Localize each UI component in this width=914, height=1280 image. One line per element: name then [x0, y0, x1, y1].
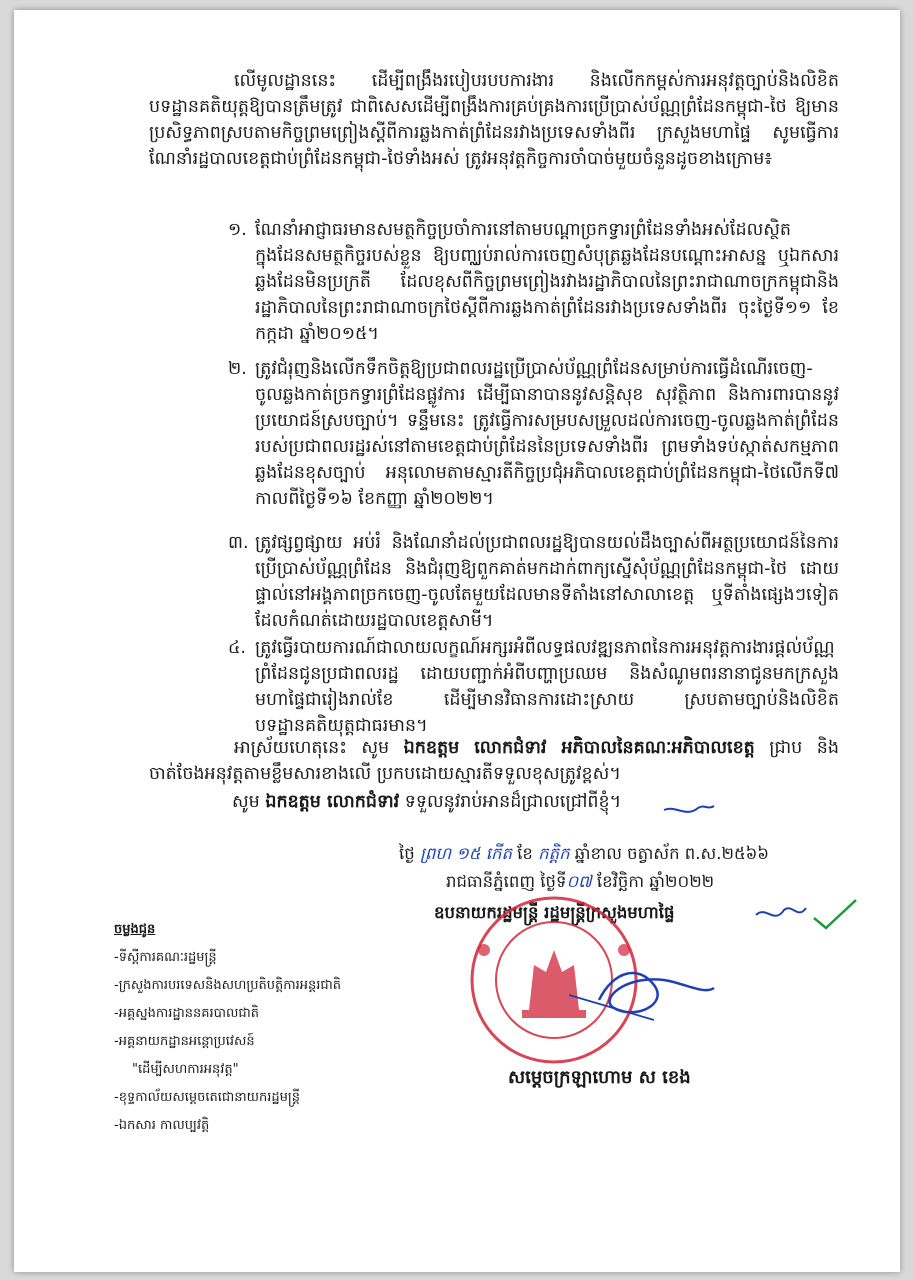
- recipient-item: -ក្រសួងការបរទេសនិងសហប្រតិបត្តិការអន្តរជាតិ: [114, 978, 341, 993]
- green-check-mark: [814, 900, 856, 928]
- item-1-number: ១.: [228, 220, 247, 240]
- recipient-item: -ឯកសារ កាលប្បវត្តិ: [114, 1118, 210, 1133]
- recipient-note: "ដើម្បីសហការអនុវត្ត": [132, 1062, 239, 1077]
- recipient-heading: ចម្លងជូន: [114, 922, 156, 937]
- document-page: [14, 10, 900, 1272]
- respect-lead: សូម: [232, 792, 266, 812]
- recipient-list: [114, 916, 414, 1140]
- item-3-text: ត្រូវផ្សព្វផ្សាយ អប់រំ និងណែនាំដល់ប្រជាពលរដ្ឋឱ្យបានយល់ដឹងច្បាស់ពីអត្ថប្រយោជន៍នៃការប្រើប្រាស់ប័ណ្ណព្រំដែន និងជំរុញឱ្យពួកគាត់មកដាក់ពាក្យស្នើសុំប័ណ្ណព្រំដែនកម្ពុជា-ថៃ ដោយផ្ទាល់នៅអង្គភាពច្រកចេញ-ចូលតែមួយដែលមានទីតាំងនៅសាលាខេត្ត ឬទីតាំងផ្សេងៗទៀត ដែលកំណត់ដោយរដ្ឋបាលខេត្តសាមី។: [255, 533, 839, 631]
- lunar-date-prefix: ថ្ងៃ: [399, 844, 420, 863]
- intro-paragraph: លើមូលដ្ឋាននេះ ដើម្បីពង្រឹងរបៀបរបបការងារ និងលើកកម្ពស់ការអនុវត្តច្បាប់និងលិខិតបទដ្ឋានគតិយុត្តឱ្យបានត្រឹមត្រូវ ជាពិសេសដើម្បីពង្រឹងការគ្រប់គ្រងការប្រើប្រាស់ប័ណ្ណព្រំដែនកម្ពុជា-ថៃ ឱ្យមានប្រសិទ្ធភាពស្របតាមកិច្ចព្រមព្រៀងស្ដីពីការឆ្លងកាត់ព្រំដែនរវាងប្រទេសទាំងពីរ ក្រសួងមហាផ្ទៃ សូមធ្វើការណែនាំរដ្ឋបាលខេត្តជាប់ព្រំដែនកម្ពុជា-ថៃទាំងអស់ ត្រូវអនុវត្តកិច្ចការចាំបាច់មួយចំនួនដូចខាងក្រោម៖: [149, 71, 839, 169]
- lunar-month-handwritten: កត្ដិក: [538, 844, 570, 863]
- signature-stroke: [599, 973, 714, 1012]
- item-3-number: ៣.: [228, 533, 249, 553]
- lunar-date-mid: ខែ: [511, 844, 539, 863]
- item-2-text: ត្រូវជំរុញនិងលើកទឹកចិត្តឱ្យប្រជាពលរដ្ឋប្រើប្រាស់ប័ណ្ណព្រំដែនសម្រាប់ការធ្វើដំណើរចេញ-ចូលឆ្លងកាត់ច្រកទ្វារព្រំដែនផ្លូវការ ដើម្បីធានាបាននូវសន្តិសុខ សុវត្ថិភាព និងការពារបាននូវប្រយោជន៍ស្របច្បាប់។ ទន្ទឹមនេះ ត្រូវធ្វើការសម្របសម្រួលដល់ការចេញ-ចូលឆ្លងកាត់ព្រំដែនរបស់ប្រជាពលរដ្ឋរស់នៅតាមខេត្តជាប់ព្រំដែននៃប្រទេសទាំងពីរ ព្រមទាំងទប់ស្កាត់សកម្មភាពឆ្លងដែនខុសច្បាប់ អនុលោមតាមស្មារតីកិច្ចប្រជុំអភិបាលខេត្តជាប់ព្រំដែនកម្ពុជា-ថៃលើកទី៧ កាលពីថ្ងៃទី១៦ ខែកញ្ញា ឆ្នាំ២០២២។: [255, 359, 839, 509]
- seal-star-right: [618, 944, 630, 956]
- signer-title: ឧបនាយករដ្ឋមន្ត្រី រដ្ឋមន្ត្រីក្រសួងមហាផ្ទៃ: [434, 903, 675, 922]
- recipient-item: -អគ្គនាយកដ្ឋានអន្តោប្រវេសន៍: [114, 1034, 255, 1049]
- seal-emblem: [529, 950, 579, 1010]
- respect-line-initial: [664, 806, 714, 812]
- lunar-date-suffix: ឆ្នាំខាល ចត្វាស័ក ព.ស.២៥៦៦: [569, 844, 769, 863]
- closing-tail: ជ្រាប និងចាត់ចែងអនុវត្តតាមខ្លឹមសារខាងលើ ប្រកបដោយស្មារតីទទួលខុសត្រូវខ្ពស់។: [149, 738, 839, 784]
- seal-star-left: [478, 944, 490, 956]
- place-date-suffix: ខែវិច្ឆិកា ឆ្នាំ២០២២: [591, 872, 715, 891]
- item-1-text: ណែនាំអាជ្ញាធរមានសមត្ថកិច្ចប្រចាំការនៅតាមបណ្ដាច្រកទ្វារព្រំដែនទាំងអស់ដែលស្ថិតក្នុងដែនសមត្ថកិច្ចរបស់ខ្លួន ឱ្យបញ្ឈប់រាល់ការចេញសំបុត្រឆ្លងដែនបណ្ដោះអាសន្ន ឬឯកសារឆ្លងដែនមិនប្រក្រតី ដែលខុសពីកិច្ចព្រមព្រៀងរវាងរដ្ឋាភិបាលនៃព្រះរាជាណាចក្រកម្ពុជានិងរដ្ឋាភិបាលនៃព្រះរាជាណាចក្រថៃស្ដីពីការឆ្លងកាត់ព្រំដែនរវាងប្រទេសទាំងពីរ ចុះថ្ងៃទី១១ ខែកក្កដា ឆ្នាំ២០១៥។: [255, 220, 839, 344]
- initial-blue-mark: [756, 908, 806, 916]
- closing-lead: អាស្រ័យហេតុនេះ សូម: [234, 738, 404, 758]
- place-date-prefix: រាជធានីភ្នំពេញ ថ្ងៃទី: [446, 872, 567, 891]
- respect-addressee: ឯកឧត្តម លោកជំទាវ: [265, 792, 400, 812]
- official-seal: [472, 898, 636, 1062]
- recipient-item: -ខុទ្ទកាល័យសម្ដេចតេជោនាយករដ្ឋមន្ត្រី: [114, 1090, 300, 1105]
- respect-tail: ទទួលនូវរាប់អានដ៏ជ្រាលជ្រៅពីខ្ញុំ។: [399, 792, 622, 812]
- closing-addressee: ឯកឧត្តម លោកជំទាវ អភិបាលនៃគណៈអភិបាលខេត្ត: [403, 738, 755, 758]
- item-2-number: ២.: [228, 359, 247, 379]
- item-4-number: ៤.: [228, 638, 246, 658]
- recipient-item: -ទីស្ដីការគណៈរដ្ឋមន្ត្រី: [114, 950, 217, 965]
- item-4-text: ត្រូវធ្វើរបាយការណ៍ជាលាយលក្ខណ៍អក្សរអំពីលទ្ធផលវឌ្ឍនភាពនៃការអនុវត្តការងារផ្ដល់ប័ណ្ណព្រំដែនជូនប្រជាពលរដ្ឋ ដោយបញ្ជាក់អំពីបញ្ហាប្រឈម និងសំណូមពរនានាជូនមកក្រសួងមហាផ្ទៃជារៀងរាល់ខែ ដើម្បីមានវិធានការដោះស្រាយ ស្របតាមច្បាប់និងលិខិតបទដ្ឋានគតិយុត្តជាធរមាន។: [255, 638, 839, 736]
- lunar-date-handwritten: ព្រហ ១៥ កើត: [419, 844, 512, 863]
- place-date-day: ០៧: [566, 872, 592, 891]
- seal-emblem-base: [522, 1010, 586, 1018]
- signer-name: សម្ដេចក្រឡាហោម ស ខេង: [508, 1067, 691, 1088]
- recipient-item: -អគ្គស្នងការដ្ឋាននគរបាលជាតិ: [114, 1006, 259, 1021]
